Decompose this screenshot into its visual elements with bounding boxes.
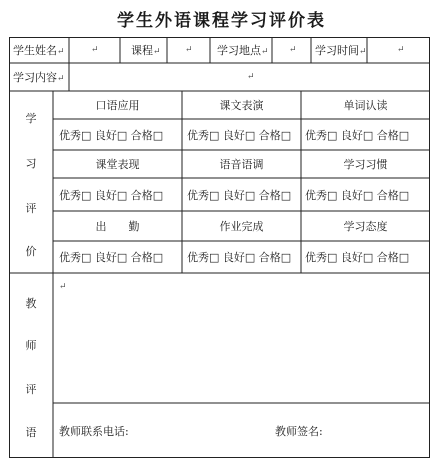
- teacher-signature-label: 教师签名:: [275, 425, 323, 438]
- eval-label-char: 价: [25, 245, 37, 258]
- eval-label-char: 习: [25, 157, 37, 170]
- criterion-label: 作业完成: [219, 220, 264, 233]
- content-value[interactable]: ↵: [247, 72, 255, 82]
- content-label: 学习内容↵: [13, 71, 65, 84]
- rating-options[interactable]: 优秀□ 良好□ 合格□: [187, 251, 292, 264]
- criterion-label: 口语应用: [95, 99, 140, 112]
- rating-options[interactable]: 优秀□ 良好□ 合格□: [305, 129, 410, 142]
- location-label: 学习地点↵: [217, 44, 269, 57]
- criterion-label: 语音语调: [219, 158, 264, 171]
- location-value[interactable]: ↵: [289, 45, 297, 55]
- student-name-label: 学生姓名↵: [13, 44, 65, 57]
- page-title: 学生外语课程学习评价表: [117, 11, 326, 31]
- rating-options[interactable]: 优秀□ 良好□ 合格□: [305, 251, 410, 264]
- course-label: 课程↵: [131, 44, 161, 57]
- teacher-comment-area[interactable]: ↵: [59, 282, 67, 292]
- time-value[interactable]: ↵: [397, 45, 405, 55]
- comment-label-char: 教: [25, 297, 37, 310]
- criterion-label: 单词认读: [343, 99, 388, 112]
- comment-label-char: 师: [25, 339, 37, 352]
- eval-label-char: 学: [25, 112, 37, 125]
- rating-options[interactable]: 优秀□ 良好□ 合格□: [305, 189, 410, 202]
- comment-label-char: 语: [25, 426, 37, 439]
- eval-label-char: 评: [25, 202, 37, 215]
- rating-options[interactable]: 优秀□ 良好□ 合格□: [187, 189, 292, 202]
- evaluation-table: [9, 37, 430, 458]
- rating-options[interactable]: 优秀□ 良好□ 合格□: [187, 129, 292, 142]
- criterion-label: 出 勤: [95, 220, 140, 233]
- comment-label-char: 评: [25, 383, 37, 396]
- rating-options[interactable]: 优秀□ 良好□ 合格□: [59, 129, 164, 142]
- rating-options[interactable]: 优秀□ 良好□ 合格□: [59, 251, 164, 264]
- course-value[interactable]: ↵: [185, 45, 193, 55]
- time-label: 学习时间↵: [315, 44, 367, 57]
- criterion-label: 课文表演: [219, 99, 264, 112]
- criterion-label: 学习态度: [343, 220, 388, 233]
- student-name-value[interactable]: ↵: [91, 45, 99, 55]
- rating-options[interactable]: 优秀□ 良好□ 合格□: [59, 189, 164, 202]
- criterion-label: 课堂表现: [95, 158, 140, 171]
- teacher-phone-label: 教师联系电话:: [59, 425, 129, 438]
- criterion-label: 学习习惯: [343, 158, 388, 171]
